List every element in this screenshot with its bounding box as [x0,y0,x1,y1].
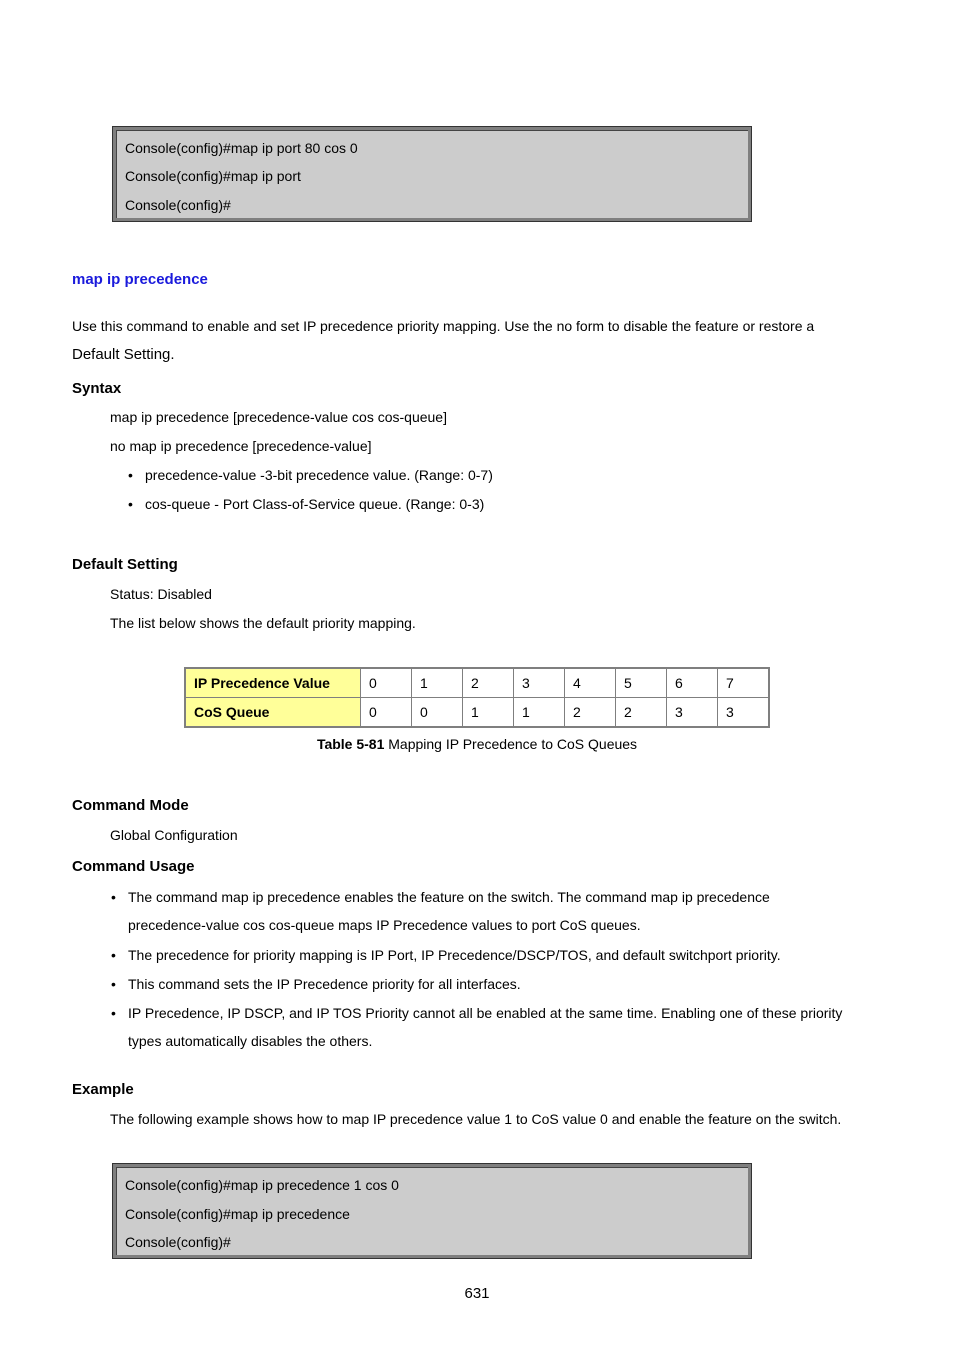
example-text: The following example shows how to map IP precedence value 1 to CoS value 0 and enable the feature on the switch. [110,1111,842,1127]
usage-bullet-continuation: types automatically disables the others. [128,1033,373,1049]
syntax-line: map ip precedence [precedence-value cos cos-queue] [110,409,447,425]
table-row [185,698,769,728]
page-number: 631 [464,1285,490,1302]
table-cell: 6 [667,668,718,698]
table-cell: 7 [718,668,770,698]
table-cell: 4 [565,668,616,698]
usage-bullet-continuation: precedence-value cos cos-queue maps IP Precedence values to port CoS queues. [128,917,641,933]
console-example-map-ip-precedence [113,1164,751,1258]
usage-bullet: • The precedence for priority mapping is IP Port, IP Precedence/DSCP/TOS, and default switchport priority. [128,947,781,963]
default-note: The list below shows the default priority mapping. [110,615,416,631]
example-heading: Example [72,1081,134,1098]
usage-bullet: • This command sets the IP Precedence priority for all interfaces. [128,976,521,992]
default-status: Status: Disabled [110,586,212,602]
table-cell: 3 [718,698,770,728]
table-cell: 2 [565,698,616,728]
intro-line-1: Use this command to enable and set IP precedence priority mapping. Use the no form to disable the feature or restore a [72,318,815,334]
table-row [185,668,769,698]
table-cell: 2 [463,668,514,698]
caption-text: Mapping IP Precedence to CoS Queues [384,736,638,752]
console-line: Console(config)#map ip precedence 1 cos 0 [125,1177,399,1193]
precedence-mapping-table [184,667,770,728]
console-line: Console(config)#map ip port 80 cos 0 [125,140,358,156]
console-example-map-ip-port [113,127,751,221]
console-line: Console(config)#map ip port [125,168,301,184]
caption-label: Table 5-81 [316,736,385,752]
syntax-bullet: • cos-queue - Port Class-of-Service queue. (Range: 0-3) [145,496,484,512]
console-line: Console(config)#map ip precedence [125,1206,350,1222]
table-cell: 0 [361,668,412,698]
console-line: Console(config)# [125,197,231,213]
command-mode-text: Global Configuration [110,827,238,843]
table-cell: 2 [616,698,667,728]
table-cell: 5 [616,668,667,698]
table-cell: 1 [514,698,565,728]
table-cell: 0 [361,698,412,728]
table-cell: 1 [463,698,514,728]
row-header: CoS Queue [185,698,361,728]
usage-bullet: • The command map ip precedence enables the feature on the switch. The command map ip precedence [128,889,770,905]
syntax-heading: Syntax [72,380,122,397]
command-usage-heading: Command Usage [72,858,195,875]
table-cell: 1 [412,668,463,698]
usage-bullet: • IP Precedence, IP DSCP, and IP TOS Priority cannot all be enabled at the same time. Enabling one of these priority [128,1005,842,1021]
syntax-bullet: • precedence-value -3-bit precedence value. (Range: 0-7) [145,467,493,483]
intro-line-2: Default Setting. [72,346,175,363]
section-title: map ip precedence [72,271,208,288]
table-cell: 3 [667,698,718,728]
table-cell: 3 [514,668,565,698]
command-mode-heading: Command Mode [72,797,189,814]
syntax-line: no map ip precedence [precedence-value] [110,438,372,454]
table-cell: 0 [412,698,463,728]
default-setting-heading: Default Setting [72,556,178,573]
row-header: IP Precedence Value [185,668,361,698]
console-line: Console(config)# [125,1234,231,1250]
table-caption [0,736,954,752]
